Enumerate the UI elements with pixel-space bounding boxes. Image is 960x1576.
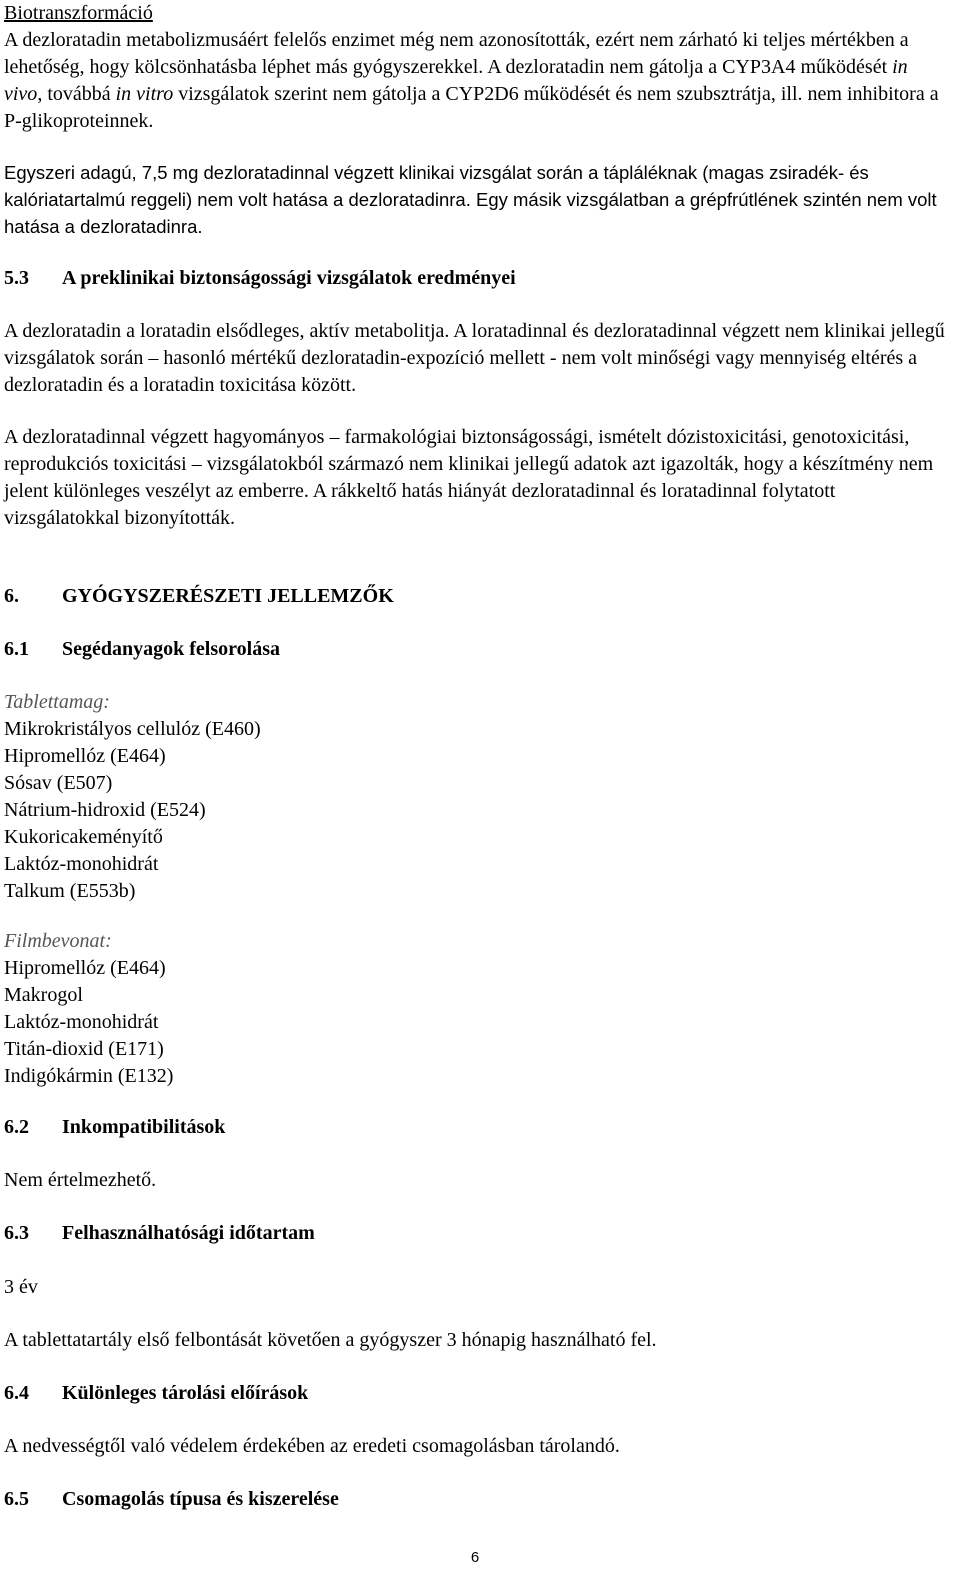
- list-item: Indigókármin (E132): [4, 1065, 174, 1087]
- list-item: Talkum (E553b): [4, 880, 136, 902]
- core-label: Tablettamag:: [4, 691, 110, 713]
- section-6-heading: [4, 583, 394, 610]
- section-number: 6.2: [4, 1116, 29, 1138]
- section-5-3-heading: [4, 265, 516, 292]
- list-item: Hipromellóz (E464): [4, 745, 166, 767]
- storage-text: A nedvességtől való védelem érdekében az eredeti csomagolásban tárolandó.: [4, 1435, 620, 1457]
- section-title: Segédanyagok felsorolása: [62, 638, 280, 660]
- section-6-5-heading: [4, 1486, 339, 1513]
- section-title: A preklinikai biztonságossági vizsgálatok eredményei: [62, 267, 516, 289]
- incompatibilities-text: Nem értelmezhető.: [4, 1169, 157, 1191]
- list-item: Laktóz-monohidrát: [4, 1011, 159, 1033]
- section-title: Inkompatibilitások: [62, 1116, 226, 1138]
- section-title: Különleges tárolási előírások: [62, 1382, 309, 1404]
- section-number: 6.1: [4, 638, 29, 660]
- section-number: 6.3: [4, 1222, 29, 1244]
- food-effect-paragraph: [4, 159, 949, 240]
- in-vivo-term: in vivo: [4, 56, 908, 105]
- biotransformation-paragraph: [4, 27, 944, 135]
- list-item: Makrogol: [4, 984, 83, 1006]
- in-vitro-term: in vitro: [115, 83, 174, 105]
- list-item: Titán-dioxid (E171): [4, 1038, 164, 1060]
- section-6-2-heading: [4, 1114, 225, 1141]
- food-text-2: Egy másik vizsgálatban a grépfrútlének szintén nem volt hatása a dezloratadinra.: [4, 189, 937, 237]
- section-title: Csomagolás típusa és kiszerelése: [62, 1488, 339, 1510]
- in-use-shelf-life-text: A tablettatartály első felbontását követően a gyógyszer 3 hónapig használható fel.: [4, 1329, 657, 1351]
- preclinical-paragraph-1: A dezloratadin a loratadin elsődleges, aktív metabolitja. A loratadinnal és dezloratadinnal végzett nem klinikai jellegű vizsgálatok során – hasonló mértékű dezloratadin-expozíció mellett - nem volt minőségi vagy mennyiség eltérés a dezloratadin és a loratadin toxicitása között.: [4, 320, 945, 396]
- bio-text-4: vizsgálatok szerint nem gátolja a CYP2D6 működését és nem szubsztrátja, ill. nem inhibitora a P-glikoproteinnek.: [4, 83, 939, 132]
- bio-text-1: A dezloratadin metabolizmusáért felelős enzimet még nem azonosították, ezért nem zárható ki teljes mértékben a lehetőség, hogy kölcsönhatásba léphet más gyógyszerekkel.: [4, 29, 909, 78]
- list-item: Mikrokristályos cellulóz (E460): [4, 718, 261, 740]
- film-excipient-list: [4, 955, 173, 1090]
- page-number: 6: [470, 1549, 480, 1566]
- section-6-1-heading: [4, 636, 280, 663]
- section-number: 6.5: [4, 1488, 29, 1510]
- shelf-life-text: 3 év: [4, 1276, 38, 1298]
- list-item: Laktóz-monohidrát: [4, 853, 159, 875]
- section-6-4-heading: [4, 1380, 308, 1407]
- biotransformation-heading: Biotranszformáció: [4, 2, 153, 24]
- list-item: Hipromellóz (E464): [4, 957, 166, 979]
- section-title: GYÓGYSZERÉSZETI JELLEMZŐK: [62, 585, 394, 607]
- preclinical-paragraph-2: A dezloratadinnal végzett hagyományos – farmakológiai biztonságossági, ismételt dózistoxicitási, genotoxicitási, reprodukciós toxicitási – vizsgálatokból származó nem klinikai jellegű adatok azt igazolták, hogy a készítmény nem jelent különleges veszélyt az emberre. A rákkeltő hatás hiányát dezloratadinnal és loratadinnal folytatott vizsgálatokkal bizonyították.: [4, 426, 934, 529]
- section-number: 6.: [4, 585, 19, 607]
- section-number: 6.4: [4, 1382, 29, 1404]
- bio-text-2: A dezloratadin nem gátolja a CYP3A4 működését: [483, 56, 893, 78]
- list-item: Kukoricakeményítő: [4, 826, 163, 848]
- section-number: 5.3: [4, 267, 29, 289]
- food-text-1: Egyszeri adagú, 7,5 mg dezloratadinnal végzett klinikai vizsgálat során a tápláléknak (magas zsiradék- és kalóriatartalmú reggeli) nem volt hatása a dezloratadinra.: [4, 162, 869, 210]
- core-excipient-list: [4, 716, 261, 905]
- film-label: Filmbevonat:: [4, 930, 112, 952]
- bio-text-3: , továbbá: [37, 83, 116, 105]
- section-title: Felhasználhatósági időtartam: [62, 1222, 315, 1244]
- section-6-3-heading: [4, 1220, 315, 1247]
- list-item: Sósav (E507): [4, 772, 113, 794]
- list-item: Nátrium-hidroxid (E524): [4, 799, 206, 821]
